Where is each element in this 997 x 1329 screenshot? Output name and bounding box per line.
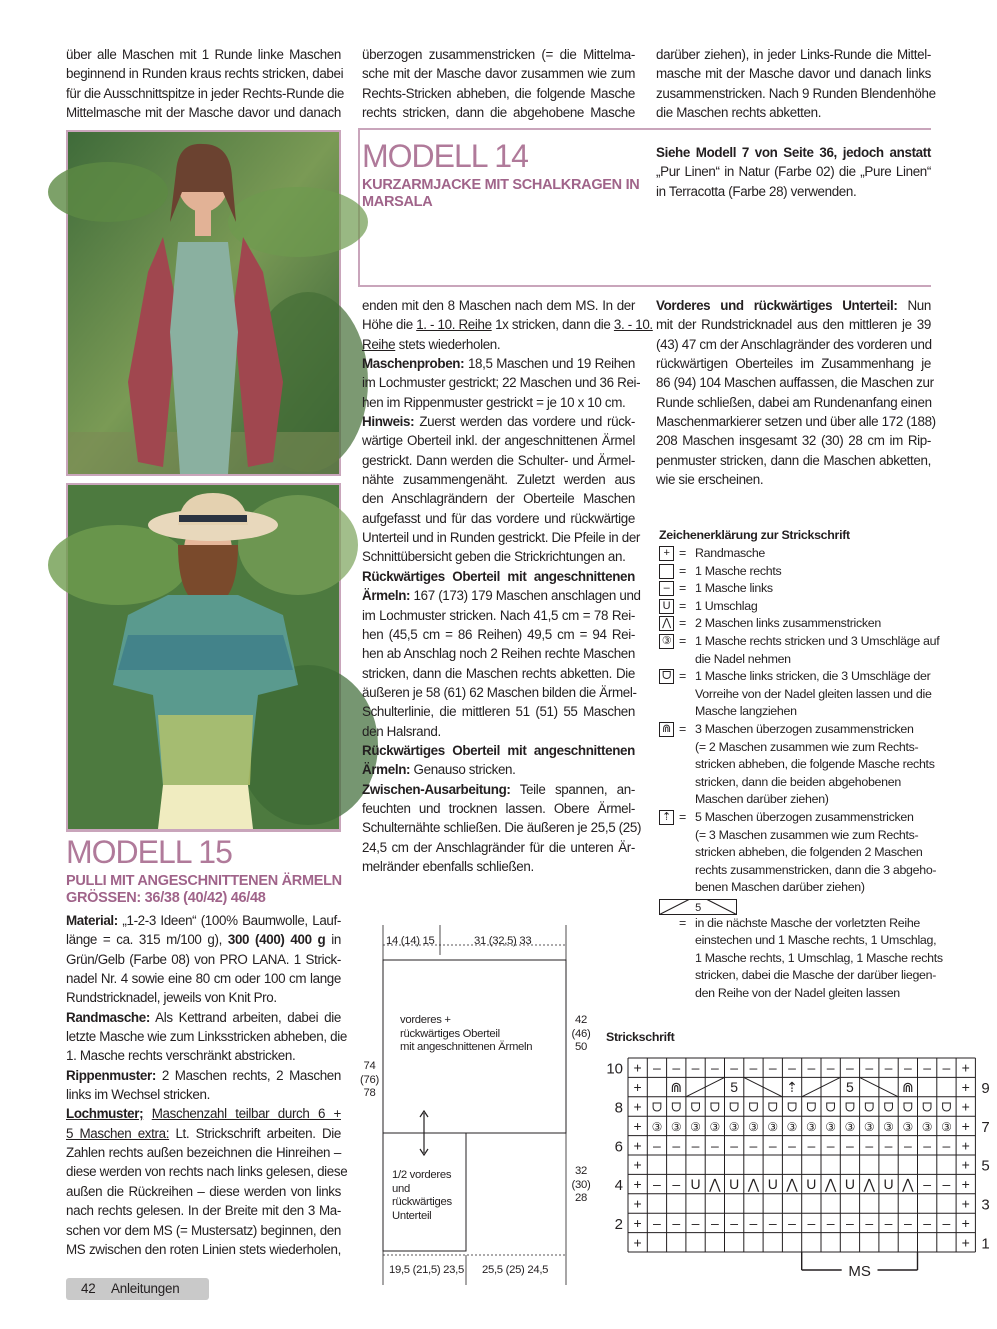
chart-cell-symbol: ⋒ [670,1079,683,1096]
chart-cell-symbol: ③ [941,1119,952,1134]
sch-right-upper: 42 (46) 50 [571,1014,591,1053]
chart-cell-symbol: ⋒ [901,1079,914,1096]
chart-cell-symbol: ⋀ [786,1176,798,1193]
legend-symbol: ᗜ [659,669,674,684]
chart-cell-symbol: – [807,1059,816,1076]
chart-cell-symbol: – [749,1059,758,1076]
chart-cell-symbol: – [788,1214,796,1231]
chart-cell-symbol: – [672,1214,681,1231]
chart-cell-symbol: – [826,1059,835,1076]
legend-symbol: ⋀ [659,616,674,631]
legend-symbol: ⇡ [659,810,674,825]
chart-cell-symbol: U [844,1176,856,1193]
chart-cell-symbol: ᗜ [787,1100,798,1115]
chart-cell-symbol: ᗜ [844,1100,855,1115]
chart-cell-symbol: ③ [709,1119,721,1134]
chart-cell-symbol: ③ [670,1119,682,1134]
section-name: Anleitungen [111,1281,180,1296]
chart-cell-symbol: – [710,1137,719,1154]
chart-cell-symbol: U [883,1176,894,1193]
chart-cell-symbol: ③ [767,1119,779,1134]
page-footer [66,1278,209,1300]
chart-cell-symbol: + [961,1176,970,1193]
chart-cell-symbol: + [633,1234,642,1251]
chart-cell-symbol: – [865,1137,874,1154]
chart-cell-symbol: – [672,1176,681,1193]
chart-cell-symbol: – [788,1137,796,1154]
chart-cell-symbol: + [961,1098,970,1115]
chart-cell-symbol: U [729,1176,740,1193]
chart-cell-symbol: – [691,1214,700,1231]
chart-cell-symbol: ᗜ [883,1100,894,1115]
chart-cell-symbol: + [633,1059,642,1076]
chart-cell-symbol: – [672,1059,681,1076]
chart-cell-symbol: ⋀ [824,1176,837,1193]
chart-cell-symbol: – [691,1059,700,1076]
legend-title: Zeichenerklärung zur Strickschrift [659,528,850,542]
chart-cell-symbol: + [961,1156,970,1173]
chart-cell-symbol: – [826,1214,835,1231]
chart-cell-symbol: ③ [844,1119,856,1134]
chart-cell-symbol: – [884,1214,893,1231]
top-column-1: über alle Maschen mit 1 Runde linke Maschen beginnend in Runden kraus rechts stricken, dabei für die Ausschnittspitze in jeder Rechts-Runde die Mittelmasche mit der Masche davor und danach [66,47,344,121]
chart-cell-symbol: ③ [805,1119,817,1134]
chart-row-number: 10 [606,1060,623,1078]
chart-cell-symbol: ③ [728,1119,740,1134]
chart-cell-symbol: + [633,1117,642,1134]
chart-cell-symbol: – [749,1214,758,1231]
chart-cell-symbol: ᗜ [941,1100,952,1115]
chart-cell-symbol: ᗜ [748,1100,759,1115]
chart-cell-symbol: ③ [651,1119,663,1134]
chart-cell-symbol: ③ [902,1119,914,1134]
legend-symbol: U [659,599,674,614]
chart-cell-symbol: ⋀ [902,1176,914,1193]
chart-cell-symbol: ᗜ [767,1100,778,1115]
chart-cell-symbol: – [923,1137,932,1154]
chart-row-number: 3 [981,1196,990,1214]
chart-cell-symbol: – [903,1137,912,1154]
schematic [356,925,601,1285]
chart-cell-symbol: ᗜ [729,1100,740,1115]
chart-cell-symbol: – [710,1059,719,1076]
chart-cell-symbol: – [865,1059,874,1076]
chart-cell-symbol: + [961,1234,970,1251]
legend-symbol: ⋒ [659,722,674,737]
chart-cell-symbol: + [961,1137,970,1154]
chart-cell-symbol: ③ [863,1119,875,1134]
chart-cell-symbol: + [961,1059,970,1076]
chart-cell-symbol: + [961,1195,970,1212]
chart-cell-symbol: – [942,1176,951,1193]
chart-cell-symbol: – [807,1214,816,1231]
section-rule-mid [360,285,931,287]
chart-cell-symbol: – [923,1059,932,1076]
chart-cell-symbol: ⋀ [747,1176,760,1193]
chart-cell-symbol: – [768,1059,777,1076]
chart-cell-symbol: 5 [846,1079,854,1096]
chart-cell-symbol: + [961,1117,970,1134]
ms-label: MS [848,1263,871,1280]
section-rule-top [360,128,931,130]
sch-bottom-right: 25,5 (25) 24,5 [482,1264,549,1276]
chart-cell-symbol: – [846,1214,854,1231]
chart-cell-symbol: – [653,1176,661,1193]
chart-cell-symbol: + [633,1098,642,1115]
chart-cell-symbol: – [653,1059,661,1076]
chart-cell-symbol: – [846,1137,854,1154]
sch-upper-label: vorderes + rückwärtiges Oberteil mit angeschnittenen Ärmeln [400,1014,533,1053]
woman-cardigan-image [68,132,339,474]
wide-symbol-5 [659,899,737,915]
modell15-title: MODELL 15 [66,834,232,870]
woman-hat-sweater-image [68,485,339,829]
chart-cell-symbol: ᗜ [902,1100,913,1115]
chart-cell-symbol: – [653,1137,661,1154]
chart-cell-symbol: – [884,1059,893,1076]
column-3-body: Vorderes und rückwärtiges Unterteil: Nun mit der Rundstricknadel aus den mittleren je 39 (43) 47 cm der Anschlagränder des vorderen und rückwärtigen Oberteiles im Zusammenhang je 86 (94) 104 Maschen auffassen, die Maschen zur Runde schließen, dabei am Rundenanfang einen Maschenmarkierer setzen und über alle 172 (188) 208 Maschen insgesamt 32 (30) 28 cm im Rip- penmuster stricken, dann die Maschen abketten, wie sie erscheinen. [656,298,936,488]
chart-cell-symbol: – [730,1059,739,1076]
chart-cell-symbol: – [903,1214,912,1231]
chart-cell-symbol: – [903,1059,912,1076]
chart-cell-symbol: U [767,1176,778,1193]
legend-symbol [659,564,674,579]
chart-cell-symbol: – [923,1176,932,1193]
modell14-subtitle: KURZARMJACKE MIT SCHALKRAGEN IN MARSALA [362,177,640,210]
chart-cell-symbol: – [826,1137,835,1154]
sch-right-lower: 32 (30) 28 [571,1165,591,1204]
chart-cell-symbol: + [961,1079,970,1096]
sch-top-left: 14 (14) 15 [386,935,435,947]
chart-cell-symbol: – [653,1214,661,1231]
page-number: 42 [81,1281,96,1296]
chart-cell-symbol: – [942,1137,951,1154]
chart-cell-symbol: ③ [883,1119,894,1134]
chart-row-number: 6 [614,1138,623,1156]
chart-cell-symbol: – [672,1137,681,1154]
chart-cell-symbol: 5 [730,1079,739,1096]
chart-cell-symbol: – [710,1214,719,1231]
chart-cell-symbol: ⋀ [709,1176,721,1193]
chart-cell-symbol: + [633,1214,642,1231]
chart-cell-symbol: – [884,1137,893,1154]
chart-cell-symbol: + [633,1156,642,1173]
chart-row-number: 7 [981,1118,990,1136]
chart-cell-symbol: – [730,1214,739,1231]
modell15-body: Material: „1-2-3 Ideen“ (100% Baumwolle, Lauf- länge = ca. 315 m/100 g), 300 (400) 400 g in Grün/Gelb (Farbe 08) von PRO LANA. 1 Strick- nadel Nr. 4 sowie eine 80 cm oder 100 cm lange Rundstricknadel, jeweils von Knit Pro. Randmasche: Als Kettrand arbeiten, dabei die letzte Masche wie zum Linksstricken abheben, die 1. Masche rechts verschränkt abstricken. Rippenmuster: 2 Maschen rechts, 2 Maschen links im Wechsel stricken. Lochmuster; Maschenzahl teilbar durch 6 + 5 Maschen extra: Lt. Strickschrift arbeiten. Die Zahlen rechts außen bezeichnen die Hinreihen – diese werden von rechts nach links gelesen, diese außen die Rückreihen – diese werden von links nach rechts gelesen. In der Breite mit den 3 Ma- schen vor dem MS (= Mustersatz) beginnen, den MS zwischen den roten Linien stets wiederholen, [66,913,348,1257]
chart-cell-symbol: + [633,1137,642,1154]
photo-modell15 [66,483,341,831]
chart-cell-symbol: U [806,1176,817,1193]
chart-cell-symbol: – [942,1214,951,1231]
knit-chart [600,1050,990,1285]
chart-row-number: 5 [981,1157,990,1175]
legend-symbol: – [659,581,674,596]
chart-cell-symbol: ⇡ [786,1079,798,1096]
svg-text:5: 5 [695,902,701,914]
column-2-body: enden mit den 8 Maschen nach dem MS. In der Höhe die 1. - 10. Reihe 1x stricken, dann die 3. - 10. Reihe stets wiederholen. Maschenproben: 18,5 Maschen und 19 Reihen im Lochmuster gestrickt; 22 Maschen und 36 Rei- hen im Rippenmuster gestrickt = je 10 x 10 cm. Hinweis: Zuerst werden das vordere und rück- wärtige Oberteil inkl. der angeschnittenen Ärmel gestrickt. Dann werden die Schulter- und Ärmel- nähte zusammengenäht. Zuletzt werden aus den Anschlagrändern der Oberteile Maschen aufgefasst und für das vordere und rückwärtige Unterteil und in Runden gestrickt. Die Pfeile in der Schnittübersicht geben die Strickrichtungen an. Rückwärtiges Oberteil mit angeschnittenen Ärmeln: 167 (173) 179 Maschen anschlagen und im Lochmuster stricken. Nach 41,5 cm = 78 Rei- hen (45,5 cm = 86 Reihen) 49,5 cm = 94 Rei- hen ab Anschlag noch 2 Reihen rechte Maschen stricken, dann die Maschen rechts abketten. Die äußeren je 58 (61) 62 Maschen bilden die Ärmel- Schulterlinie, die mittleren 51 (51) 55 Maschen den Halsrand. Rückwärtiges Oberteil mit angeschnittenen Ärmeln: Genauso stricken. Zwischen-Ausarbeitung: Teile spannen, an- feuchten und trocknen lassen. Obere Ärmel- Schulternähte schließen. Die äußeren je 25,5 (25) 24,5 cm der Anschlagränder für die unteren Är- melränder ebenfalls schließen. [362,298,653,874]
chart-cell-symbol: – [846,1059,854,1076]
chart-cell-symbol: ᗜ [709,1100,720,1115]
chart-row-number: 4 [614,1177,623,1195]
chart-cell-symbol: ③ [825,1119,837,1134]
sch-top-right: 31 (32,5) 33 [474,935,532,947]
chart-cell-symbol: ③ [786,1119,798,1134]
chart-cell-symbol: ᗜ [864,1100,875,1115]
legend-symbol: ③ [659,634,674,649]
sch-lower-label: 1/2 vorderes und rückwärtiges Unterteil [392,1169,452,1222]
sch-bottom-left: 19,5 (21,5) 23,5 [389,1264,464,1276]
chart-cell-symbol: ᗜ [825,1100,836,1115]
chart-cell-symbol: – [788,1059,796,1076]
chart-cell-symbol: – [923,1214,932,1231]
chart-cell-symbol: U [690,1176,701,1193]
chart-cell-symbol: – [730,1137,739,1154]
chart-row-number: 2 [614,1215,623,1233]
chart-cell-symbol: ᗜ [922,1100,933,1115]
chart-cell-symbol: ③ [921,1119,933,1134]
chart-cell-symbol: ③ [748,1119,759,1134]
chart-cell-symbol: + [633,1176,642,1193]
chart-cell-symbol: ᗜ [806,1100,817,1115]
chart-row-number: 9 [981,1080,990,1098]
chart-cell-symbol: – [749,1137,758,1154]
chart-cell-symbol: + [633,1195,642,1212]
sch-left-total: 74 (76) 78 [360,1060,379,1099]
photo-modell14 [66,130,341,476]
chart-cell-symbol: ᗜ [671,1100,682,1115]
chart-cell-symbol: – [942,1059,951,1076]
chart-cell-symbol: – [768,1137,777,1154]
modell14-note: Siehe Modell 7 von Seite 36, jedoch anstatt „Pur Linen“ in Natur (Farbe 02) die „Pure Linen“ in Terracotta (Farbe 28) verwenden. [656,145,931,199]
chart-cell-symbol: – [807,1137,816,1154]
legend: + = Randmasche = 1 Masche rechts – = 1 Masche links U = 1 Umschlag ⋀ = 2 Maschen links zusammenstricken ③ = 1 Masche rechts stricken und 3 Umschläge auf die Nadel nehmen ᗜ = 1 Masche links stricken, die 3 Umschläge der Vorreihe von der Nadel gleiten lassen und die Masche langziehen ⋒ = 3 Maschen überzogen zusammenstricken (= 2 Maschen zusammen wie zum Rechts- stricken abheben, die folgende Masche rechts stricken, dann die beiden abgehobenen Maschen darüber ziehen) ⇡ = 5 Maschen überzogen zusammenstricken (= 3 Maschen zusammen wie zum Rechts- stricken abheben, die folgenden 2 Maschen rechts zusammenstricken, dann die 3 abgeho- benen Maschen darüber ziehen) 5 = in die nächste Masche der vorletzten Reihe einstechen und 1 Masche rechts, 1 Umschlag, 1 Masche rechts, 1 Umschlag, 1 Masche rechts stricken, dabei die Masche der darüber liegen- den Reihe von der Nadel gleiten lassen [659,545,939,1005]
chart-cell-symbol: – [691,1137,700,1154]
legend-symbol: + [659,546,674,561]
chart-cell-symbol: ᗜ [690,1100,701,1115]
schematic-lines [356,925,601,1285]
chart-cell-symbol: + [961,1214,970,1231]
modell15-subtitle: PULLI MIT ANGESCHNITTENEN ÄRMELN GRÖSSEN: 36/38 (40/42) 46/48 [66,873,342,906]
chart-row-number: 8 [614,1099,623,1117]
chart-cell-symbol: – [768,1214,777,1231]
chart-title: Strickschrift [606,1030,675,1044]
chart-cell-symbol: ③ [690,1119,701,1134]
chart-cell-symbol: + [633,1079,642,1096]
chart-cell-symbol: ᗜ [651,1100,662,1115]
top-column-2: überzogen zusammenstricken (= die Mittelma- sche mit der Masche davor zusammen wie zum Rechts-Stricken abheben, die folgende Masche rechts stricken, dann die abgehobene Masche [362,47,635,121]
chart-cell-symbol: ⋀ [863,1176,875,1193]
modell14-title: MODELL 14 [362,138,528,174]
chart-row-number: 1 [981,1235,990,1253]
chart-cell-symbol: – [865,1214,874,1231]
top-column-3: darüber ziehen), in jeder Links-Runde die Mittel- masche mit der Masche davor und danach links zusammenstricken. Nach 9 Runden Blendenhöhe die Maschen rechts abketten. [656,47,936,121]
